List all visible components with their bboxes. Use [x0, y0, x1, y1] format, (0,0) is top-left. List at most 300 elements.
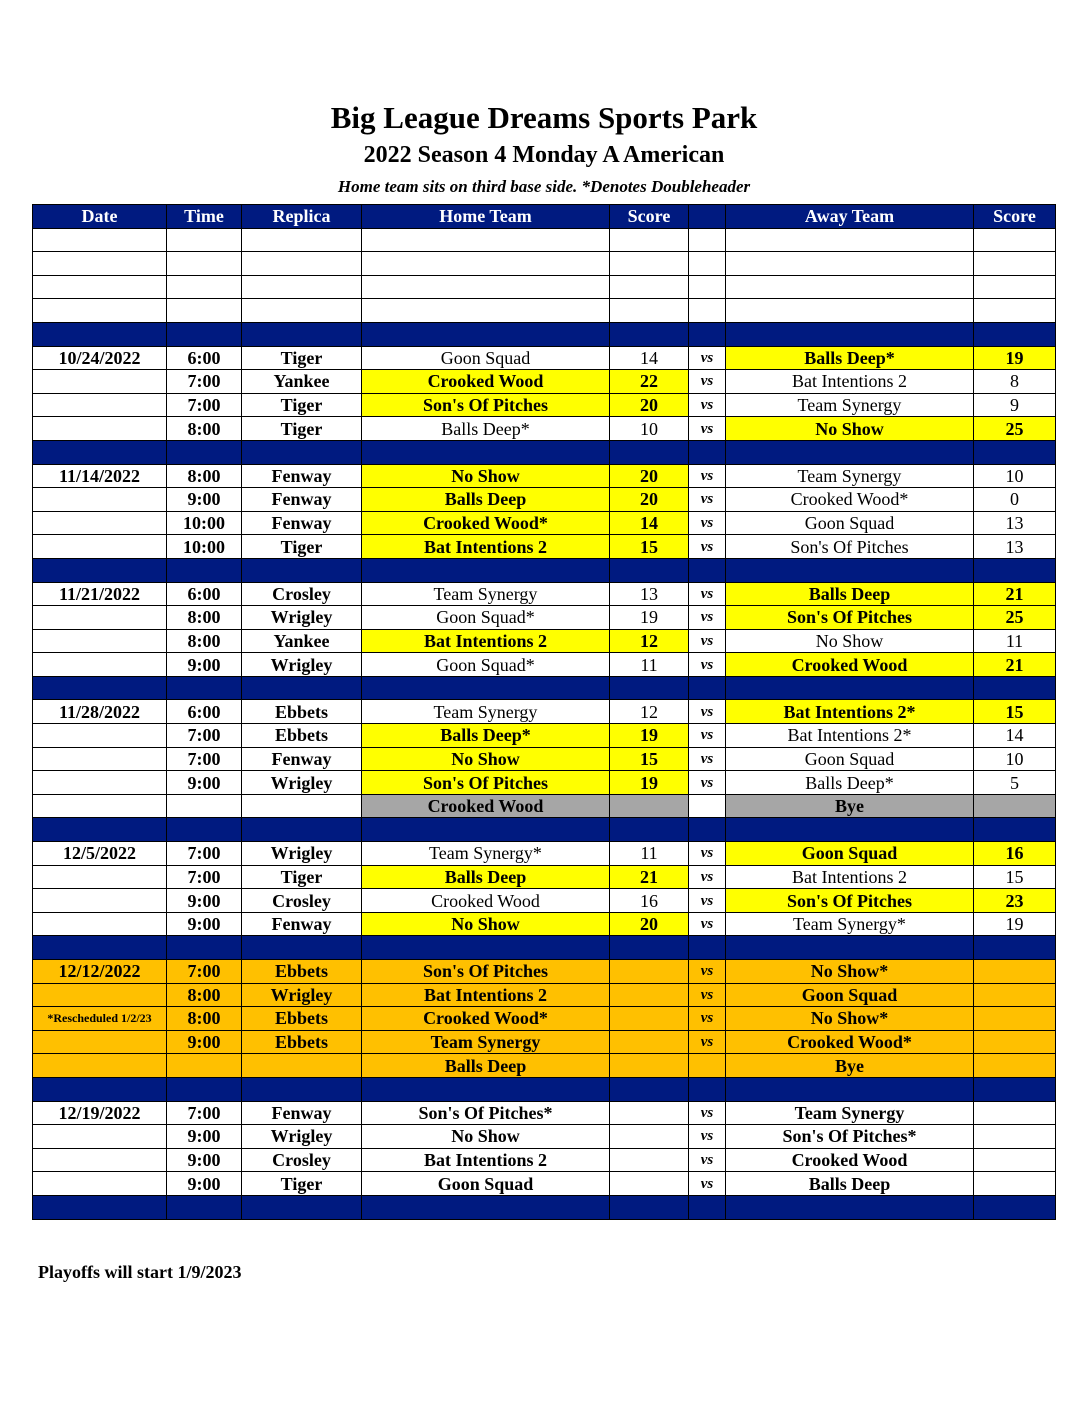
vs-cell: vs	[689, 771, 726, 795]
home-score-cell	[610, 252, 689, 276]
home-score-cell	[610, 1077, 689, 1101]
time-cell: 7:00	[167, 960, 242, 984]
replica-cell: Fenway	[242, 488, 362, 512]
date-cell	[33, 511, 167, 535]
replica-cell: Wrigley	[242, 1125, 362, 1149]
home-team-cell	[362, 1077, 610, 1101]
vs-cell: vs	[689, 1007, 726, 1031]
vs-cell: vs	[689, 653, 726, 677]
date-cell	[33, 252, 167, 276]
home-score-cell	[610, 228, 689, 252]
away-score-cell: 13	[974, 511, 1056, 535]
vs-cell: vs	[689, 511, 726, 535]
game-row	[33, 629, 1056, 653]
time-cell	[167, 794, 242, 818]
replica-cell: Yankee	[242, 370, 362, 394]
vs-cell: vs	[689, 700, 726, 724]
away-team-cell	[726, 322, 974, 346]
away-team-cell	[726, 818, 974, 842]
vs-cell: vs	[689, 629, 726, 653]
home-score-cell: 15	[610, 535, 689, 559]
home-team-cell: Bat Intentions 2	[362, 535, 610, 559]
time-cell	[167, 1195, 242, 1219]
home-score-cell: 20	[610, 488, 689, 512]
time-cell	[167, 440, 242, 464]
away-score-cell	[974, 818, 1056, 842]
replica-cell: Wrigley	[242, 771, 362, 795]
home-score-cell	[610, 1125, 689, 1149]
home-score-cell: 12	[610, 629, 689, 653]
home-score-cell	[610, 1054, 689, 1078]
vs-cell	[689, 275, 726, 299]
schedule-note: Home team sits on third base side. *Denotes Doubleheader	[337, 177, 751, 196]
away-score-cell: 5	[974, 771, 1056, 795]
vs-cell: vs	[689, 724, 726, 748]
replica-cell: Fenway	[242, 1101, 362, 1125]
vs-cell: vs	[689, 912, 726, 936]
home-score-cell: 11	[610, 653, 689, 677]
home-score-cell: 20	[610, 912, 689, 936]
vs-cell	[689, 818, 726, 842]
replica-cell	[242, 440, 362, 464]
home-score-cell	[610, 936, 689, 960]
game-row	[33, 842, 1056, 866]
vs-cell: vs	[689, 582, 726, 606]
away-team-cell	[726, 1195, 974, 1219]
date-cell	[33, 747, 167, 771]
home-team-cell: Goon Squad*	[362, 653, 610, 677]
away-team-cell: Team Synergy	[726, 1101, 974, 1125]
time-cell	[167, 676, 242, 700]
replica-cell	[242, 818, 362, 842]
vs-cell: vs	[689, 1125, 726, 1149]
time-cell: 7:00	[167, 747, 242, 771]
date-cell	[33, 629, 167, 653]
replica-cell	[242, 275, 362, 299]
home-score-cell: 16	[610, 889, 689, 913]
replica-cell	[242, 558, 362, 582]
replica-cell: Wrigley	[242, 653, 362, 677]
home-team-cell	[362, 676, 610, 700]
home-team-cell: Bat Intentions 2	[362, 1148, 610, 1172]
away-team-cell: Crooked Wood*	[726, 488, 974, 512]
away-score-cell	[974, 275, 1056, 299]
home-team-cell: No Show	[362, 1125, 610, 1149]
home-team-cell: Balls Deep	[362, 865, 610, 889]
replica-cell: Crosley	[242, 889, 362, 913]
time-cell: 9:00	[167, 912, 242, 936]
away-team-cell: Son's Of Pitches	[726, 606, 974, 630]
away-team-cell: Bat Intentions 2*	[726, 700, 974, 724]
replica-cell: Tiger	[242, 1172, 362, 1196]
time-cell	[167, 275, 242, 299]
home-team-cell	[362, 252, 610, 276]
away-score-cell	[974, 1125, 1056, 1149]
vs-cell	[689, 322, 726, 346]
date-cell: 12/19/2022	[33, 1101, 167, 1125]
vs-cell: vs	[689, 865, 726, 889]
blank-row	[33, 228, 1056, 252]
rescheduled-game-row	[33, 1007, 1056, 1031]
game-row	[33, 1148, 1056, 1172]
home-score-cell: 19	[610, 724, 689, 748]
time-cell	[167, 252, 242, 276]
home-score-cell	[610, 322, 689, 346]
date-cell	[33, 771, 167, 795]
away-team-cell	[726, 558, 974, 582]
time-cell: 8:00	[167, 983, 242, 1007]
away-score-cell	[974, 1030, 1056, 1054]
page-subtitle: 2022 Season 4 Monday A American	[363, 142, 725, 168]
home-team-cell	[362, 558, 610, 582]
date-cell	[33, 818, 167, 842]
col-header-replica: Replica	[242, 205, 362, 229]
away-score-cell	[974, 960, 1056, 984]
replica-cell	[242, 1054, 362, 1078]
away-team-cell	[726, 440, 974, 464]
replica-cell	[242, 228, 362, 252]
date-cell	[33, 1148, 167, 1172]
time-cell: 10:00	[167, 511, 242, 535]
date-cell	[33, 606, 167, 630]
home-score-cell: 14	[610, 511, 689, 535]
time-cell: 7:00	[167, 724, 242, 748]
away-team-cell	[726, 676, 974, 700]
away-score-cell: 16	[974, 842, 1056, 866]
away-team-cell: Team Synergy	[726, 464, 974, 488]
home-team-cell: Son's Of Pitches*	[362, 1101, 610, 1125]
home-score-cell: 13	[610, 582, 689, 606]
away-score-cell	[974, 1101, 1056, 1125]
game-row	[33, 464, 1056, 488]
game-row	[33, 346, 1056, 370]
date-cell: 11/14/2022	[33, 464, 167, 488]
time-cell: 10:00	[167, 535, 242, 559]
date-cell	[33, 676, 167, 700]
vs-cell	[689, 252, 726, 276]
away-team-cell: Bye	[726, 794, 974, 818]
home-team-cell: No Show	[362, 747, 610, 771]
home-score-cell	[610, 676, 689, 700]
game-row	[33, 488, 1056, 512]
away-team-cell	[726, 1077, 974, 1101]
vs-cell: vs	[689, 1101, 726, 1125]
home-score-cell	[610, 960, 689, 984]
vs-cell: vs	[689, 960, 726, 984]
vs-cell: vs	[689, 1148, 726, 1172]
replica-cell: Crosley	[242, 1148, 362, 1172]
away-team-cell: Bat Intentions 2	[726, 865, 974, 889]
replica-cell: Crosley	[242, 582, 362, 606]
game-row	[33, 865, 1056, 889]
col-header-away-score: Score	[974, 205, 1056, 229]
away-team-cell	[726, 936, 974, 960]
away-score-cell	[974, 558, 1056, 582]
week-separator-row	[33, 1195, 1056, 1219]
replica-cell: Wrigley	[242, 983, 362, 1007]
replica-cell: Ebbets	[242, 724, 362, 748]
home-score-cell: 15	[610, 747, 689, 771]
rescheduled-game-row	[33, 1030, 1056, 1054]
home-score-cell	[610, 1101, 689, 1125]
time-cell: 7:00	[167, 1101, 242, 1125]
blank-row	[33, 299, 1056, 323]
away-score-cell	[974, 299, 1056, 323]
time-cell	[167, 228, 242, 252]
away-score-cell	[974, 676, 1056, 700]
vs-cell: vs	[689, 417, 726, 441]
vs-cell	[689, 299, 726, 323]
away-score-cell: 0	[974, 488, 1056, 512]
col-header-date: Date	[33, 205, 167, 229]
replica-cell: Ebbets	[242, 1030, 362, 1054]
replica-cell	[242, 299, 362, 323]
home-score-cell	[610, 275, 689, 299]
vs-cell: vs	[689, 606, 726, 630]
home-score-cell	[610, 983, 689, 1007]
date-cell: 11/28/2022	[33, 700, 167, 724]
home-team-cell: Crooked Wood	[362, 370, 610, 394]
away-score-cell: 10	[974, 747, 1056, 771]
home-score-cell	[610, 1030, 689, 1054]
date-cell	[33, 653, 167, 677]
away-score-cell	[974, 1195, 1056, 1219]
col-header-home-score: Score	[610, 205, 689, 229]
replica-cell: Tiger	[242, 346, 362, 370]
home-team-cell: Crooked Wood*	[362, 1007, 610, 1031]
away-team-cell: No Show*	[726, 1007, 974, 1031]
playoffs-note: Playoffs will start 1/9/2023	[38, 1262, 242, 1282]
home-score-cell	[610, 440, 689, 464]
time-cell	[167, 1054, 242, 1078]
home-score-cell: 19	[610, 771, 689, 795]
away-score-cell	[974, 1172, 1056, 1196]
home-score-cell: 14	[610, 346, 689, 370]
home-team-cell	[362, 228, 610, 252]
replica-cell: Yankee	[242, 629, 362, 653]
away-score-cell	[974, 228, 1056, 252]
date-cell: 11/21/2022	[33, 582, 167, 606]
away-score-cell: 10	[974, 464, 1056, 488]
away-team-cell	[726, 299, 974, 323]
time-cell: 8:00	[167, 1007, 242, 1031]
vs-cell: vs	[689, 346, 726, 370]
home-team-cell: Bat Intentions 2	[362, 629, 610, 653]
time-cell	[167, 818, 242, 842]
home-score-cell	[610, 1172, 689, 1196]
time-cell	[167, 322, 242, 346]
away-score-cell	[974, 1054, 1056, 1078]
home-score-cell	[610, 818, 689, 842]
replica-cell	[242, 252, 362, 276]
away-score-cell	[974, 440, 1056, 464]
away-score-cell: 21	[974, 653, 1056, 677]
home-score-cell: 20	[610, 464, 689, 488]
date-cell	[33, 794, 167, 818]
away-score-cell	[974, 794, 1056, 818]
time-cell: 8:00	[167, 606, 242, 630]
col-header-home-team: Home Team	[362, 205, 610, 229]
home-score-cell	[610, 558, 689, 582]
replica-cell: Ebbets	[242, 1007, 362, 1031]
vs-cell	[689, 1054, 726, 1078]
replica-cell: Wrigley	[242, 842, 362, 866]
time-cell: 9:00	[167, 1148, 242, 1172]
away-team-cell: Team Synergy	[726, 393, 974, 417]
game-row	[33, 889, 1056, 913]
away-team-cell: No Show	[726, 417, 974, 441]
time-cell: 7:00	[167, 370, 242, 394]
vs-cell: vs	[689, 488, 726, 512]
col-header-vs	[689, 205, 726, 229]
date-cell: 12/5/2022	[33, 842, 167, 866]
vs-cell	[689, 558, 726, 582]
away-team-cell: Balls Deep*	[726, 346, 974, 370]
away-team-cell: Bat Intentions 2*	[726, 724, 974, 748]
replica-cell: Ebbets	[242, 700, 362, 724]
away-team-cell: Goon Squad	[726, 983, 974, 1007]
away-score-cell: 19	[974, 912, 1056, 936]
time-cell: 9:00	[167, 889, 242, 913]
home-score-cell	[610, 794, 689, 818]
date-cell	[33, 1125, 167, 1149]
vs-cell: vs	[689, 842, 726, 866]
home-score-cell: 20	[610, 393, 689, 417]
week-separator-row	[33, 818, 1056, 842]
replica-cell	[242, 1077, 362, 1101]
game-row	[33, 653, 1056, 677]
game-row	[33, 1101, 1056, 1125]
vs-cell: vs	[689, 983, 726, 1007]
date-cell: 10/24/2022	[33, 346, 167, 370]
home-team-cell	[362, 1195, 610, 1219]
game-row	[33, 535, 1056, 559]
vs-cell: vs	[689, 393, 726, 417]
date-cell	[33, 535, 167, 559]
bye-row	[33, 794, 1056, 818]
home-score-cell	[610, 1195, 689, 1219]
home-score-cell: 11	[610, 842, 689, 866]
vs-cell: vs	[689, 370, 726, 394]
home-team-cell	[362, 322, 610, 346]
week-separator-row	[33, 322, 1056, 346]
vs-cell: vs	[689, 535, 726, 559]
replica-cell	[242, 794, 362, 818]
away-score-cell	[974, 1077, 1056, 1101]
home-team-cell: Team Synergy	[362, 700, 610, 724]
away-score-cell: 21	[974, 582, 1056, 606]
time-cell: 7:00	[167, 393, 242, 417]
away-score-cell: 23	[974, 889, 1056, 913]
vs-cell	[689, 1195, 726, 1219]
game-row	[33, 1125, 1056, 1149]
replica-cell: Ebbets	[242, 960, 362, 984]
home-team-cell: Crooked Wood	[362, 889, 610, 913]
blank-row	[33, 252, 1056, 276]
home-score-cell: 19	[610, 606, 689, 630]
home-team-cell	[362, 299, 610, 323]
page-title: Big League Dreams Sports Park	[330, 100, 758, 135]
replica-cell: Fenway	[242, 511, 362, 535]
home-score-cell	[610, 299, 689, 323]
schedule-table	[32, 204, 1056, 1220]
away-score-cell: 15	[974, 865, 1056, 889]
home-team-cell	[362, 440, 610, 464]
away-team-cell: Bye	[726, 1054, 974, 1078]
away-score-cell: 8	[974, 370, 1056, 394]
away-score-cell: 15	[974, 700, 1056, 724]
vs-cell: vs	[689, 889, 726, 913]
time-cell: 8:00	[167, 629, 242, 653]
date-cell	[33, 912, 167, 936]
away-team-cell: Team Synergy*	[726, 912, 974, 936]
home-team-cell	[362, 936, 610, 960]
date-cell	[33, 936, 167, 960]
game-row	[33, 724, 1056, 748]
game-row	[33, 511, 1056, 535]
date-cell	[33, 393, 167, 417]
away-team-cell: Balls Deep	[726, 582, 974, 606]
away-team-cell: Goon Squad	[726, 747, 974, 771]
time-cell: 7:00	[167, 842, 242, 866]
rescheduled-game-row	[33, 983, 1056, 1007]
date-cell	[33, 1054, 167, 1078]
date-cell	[33, 1195, 167, 1219]
home-team-cell: Son's Of Pitches	[362, 960, 610, 984]
table-header-row	[33, 205, 1056, 229]
date-cell: 12/12/2022	[33, 960, 167, 984]
date-cell	[33, 865, 167, 889]
vs-cell	[689, 440, 726, 464]
week-separator-row	[33, 936, 1056, 960]
away-team-cell: Son's Of Pitches	[726, 535, 974, 559]
game-row	[33, 606, 1056, 630]
time-cell	[167, 558, 242, 582]
away-score-cell	[974, 252, 1056, 276]
home-score-cell: 10	[610, 417, 689, 441]
away-score-cell: 25	[974, 606, 1056, 630]
week-separator-row	[33, 676, 1056, 700]
date-cell	[33, 1030, 167, 1054]
date-cell	[33, 558, 167, 582]
time-cell	[167, 936, 242, 960]
vs-cell	[689, 936, 726, 960]
week-separator-row	[33, 1077, 1056, 1101]
date-cell	[33, 983, 167, 1007]
vs-cell: vs	[689, 1030, 726, 1054]
game-row	[33, 700, 1056, 724]
away-team-cell: No Show*	[726, 960, 974, 984]
date-cell	[33, 322, 167, 346]
date-cell	[33, 724, 167, 748]
game-row	[33, 370, 1056, 394]
col-header-time: Time	[167, 205, 242, 229]
away-team-cell: Son's Of Pitches*	[726, 1125, 974, 1149]
home-score-cell: 22	[610, 370, 689, 394]
home-team-cell: Balls Deep	[362, 488, 610, 512]
game-row	[33, 393, 1056, 417]
home-team-cell: Goon Squad	[362, 346, 610, 370]
home-team-cell: Balls Deep*	[362, 417, 610, 441]
replica-cell: Wrigley	[242, 606, 362, 630]
away-team-cell: Crooked Wood	[726, 1148, 974, 1172]
replica-cell	[242, 1195, 362, 1219]
home-team-cell	[362, 818, 610, 842]
away-score-cell	[974, 1007, 1056, 1031]
away-team-cell: Bat Intentions 2	[726, 370, 974, 394]
game-row	[33, 747, 1056, 771]
away-score-cell: 25	[974, 417, 1056, 441]
